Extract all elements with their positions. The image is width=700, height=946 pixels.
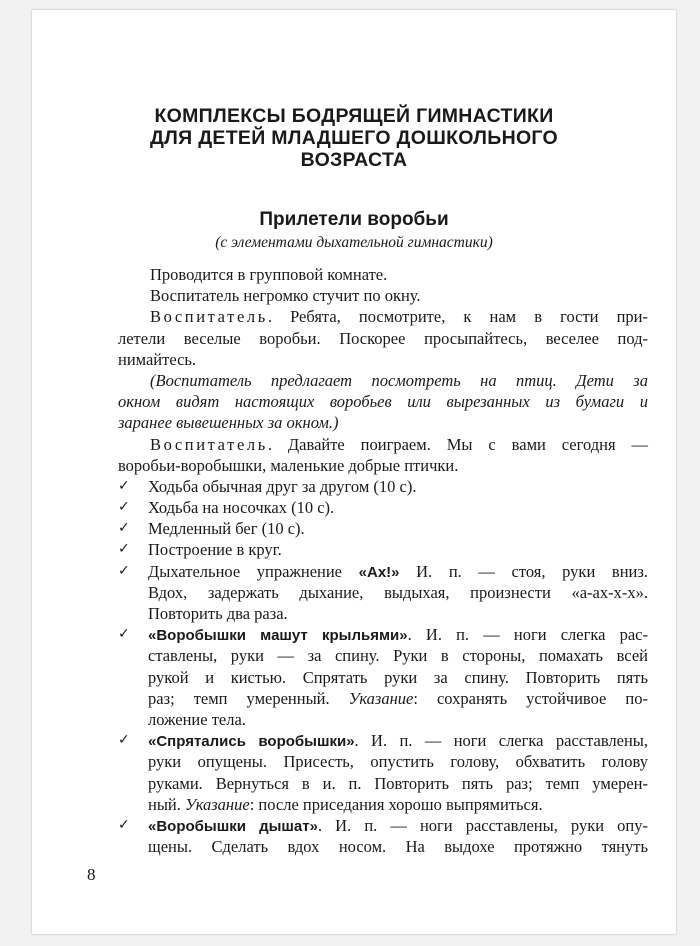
book-page (32, 10, 676, 934)
checkmark-icon: ✓ (118, 541, 130, 558)
list-item: ✓ Дыхательное упражнение «Ах!» И. п. — стоя, руки вниз. Вдох, задержать дыхание, выдыхая, произнести «а-ах-х-х». Повторить два раза. (118, 561, 649, 623)
paragraph: Проводится в групповой комнате. (150, 265, 388, 284)
exercise-name: «Спрятались воробышки» (148, 733, 355, 751)
paragraph-line: Воспитатель. Ребята, посмотрите, к нам в гости при- (150, 307, 648, 327)
checkmark-icon: ✓ (118, 499, 130, 516)
speaker-label: Воспитатель (150, 434, 268, 454)
checkmark-icon: ✓ (118, 816, 130, 833)
paragraph-line: летели веселые воробьи. Поскорее просыпайтесь, веселее под- (118, 328, 648, 348)
checkmark-icon: ✓ (118, 626, 130, 643)
section-note: (с элементами дыхательной гимнастики) (215, 234, 493, 251)
page-number: 8 (87, 865, 96, 884)
exercise-name: «Воробышки дышат» (148, 817, 318, 835)
title-line-2: ДЛЯ ДЕТЕЙ МЛАДШЕГО ДОШКОЛЬНОГО (149, 127, 559, 149)
checkmark-icon: ✓ (118, 477, 130, 494)
title-line-1: КОМПЛЕКСЫ БОДРЯЩЕЙ ГИМНАСТИКИ (154, 105, 554, 127)
exercise-name: «Ах!» (358, 563, 400, 581)
remark-line: заранее вывешенных за окном.) (118, 413, 339, 433)
speaker-label: Воспитатель (150, 307, 268, 327)
list-item: ✓ Ходьба на носочках (10 с). (118, 498, 335, 518)
exercise-name: «Воробышки машут крыльями» (148, 627, 408, 645)
remark-line: (Воспитатель предлагает посмотреть на птиц. Дети за (150, 370, 648, 390)
page-title (32, 105, 676, 171)
paragraph-line: нимайтесь. (118, 349, 197, 369)
paragraph-line: Воспитатель. Давайте поиграем. Мы с вами сегодня — (150, 434, 648, 454)
paragraph: Воспитатель негромко стучит по окну. (150, 286, 421, 306)
section-title: Прилетели воробьи (259, 209, 449, 230)
list-item: ✓ Ходьба обычная друг за другом (10 с). (118, 476, 417, 496)
checkmark-icon: ✓ (118, 732, 130, 749)
title-line-3: ВОЗРАСТА (300, 149, 408, 171)
page-body (118, 264, 648, 857)
list-item: ✓ «Воробышки дышат». И. п. — ноги расставлены, руки опу- щены. Сделать вдох носом. На выдохе протяжно тянуть (118, 815, 648, 857)
list-item: ✓ Построение в круг. (118, 540, 282, 560)
checkmark-icon: ✓ (118, 562, 130, 579)
paragraph-line: воробьи-воробышки, маленькие добрые птички. (118, 455, 459, 475)
list-item: ✓ «Воробышки машут крыльями». И. п. — ноги слегка рас- ставлены, руки — за спину. Руки в стороны, помахать всей рукой и кистью. Спрятать руки за спину. Повторить пять раз; темп умеренный. Указание: сохранять устойчивое по- ложение тела. (118, 625, 648, 729)
remark-line: окном видят настоящих воробьев или вырезанных из бумаги и (118, 392, 648, 412)
checkmark-icon: ✓ (118, 520, 130, 537)
list-item: ✓ Медленный бег (10 с). (118, 519, 305, 539)
list-item: ✓ «Спрятались воробышки». И. п. — ноги слегка расставлены, руки опущены. Присесть, опустить голову, обхватить голову руками. Вернуться в и. п. Повторить пять раз; темп умерен- ный. Указание: после приседания хорошо выпрямиться. (118, 731, 649, 814)
